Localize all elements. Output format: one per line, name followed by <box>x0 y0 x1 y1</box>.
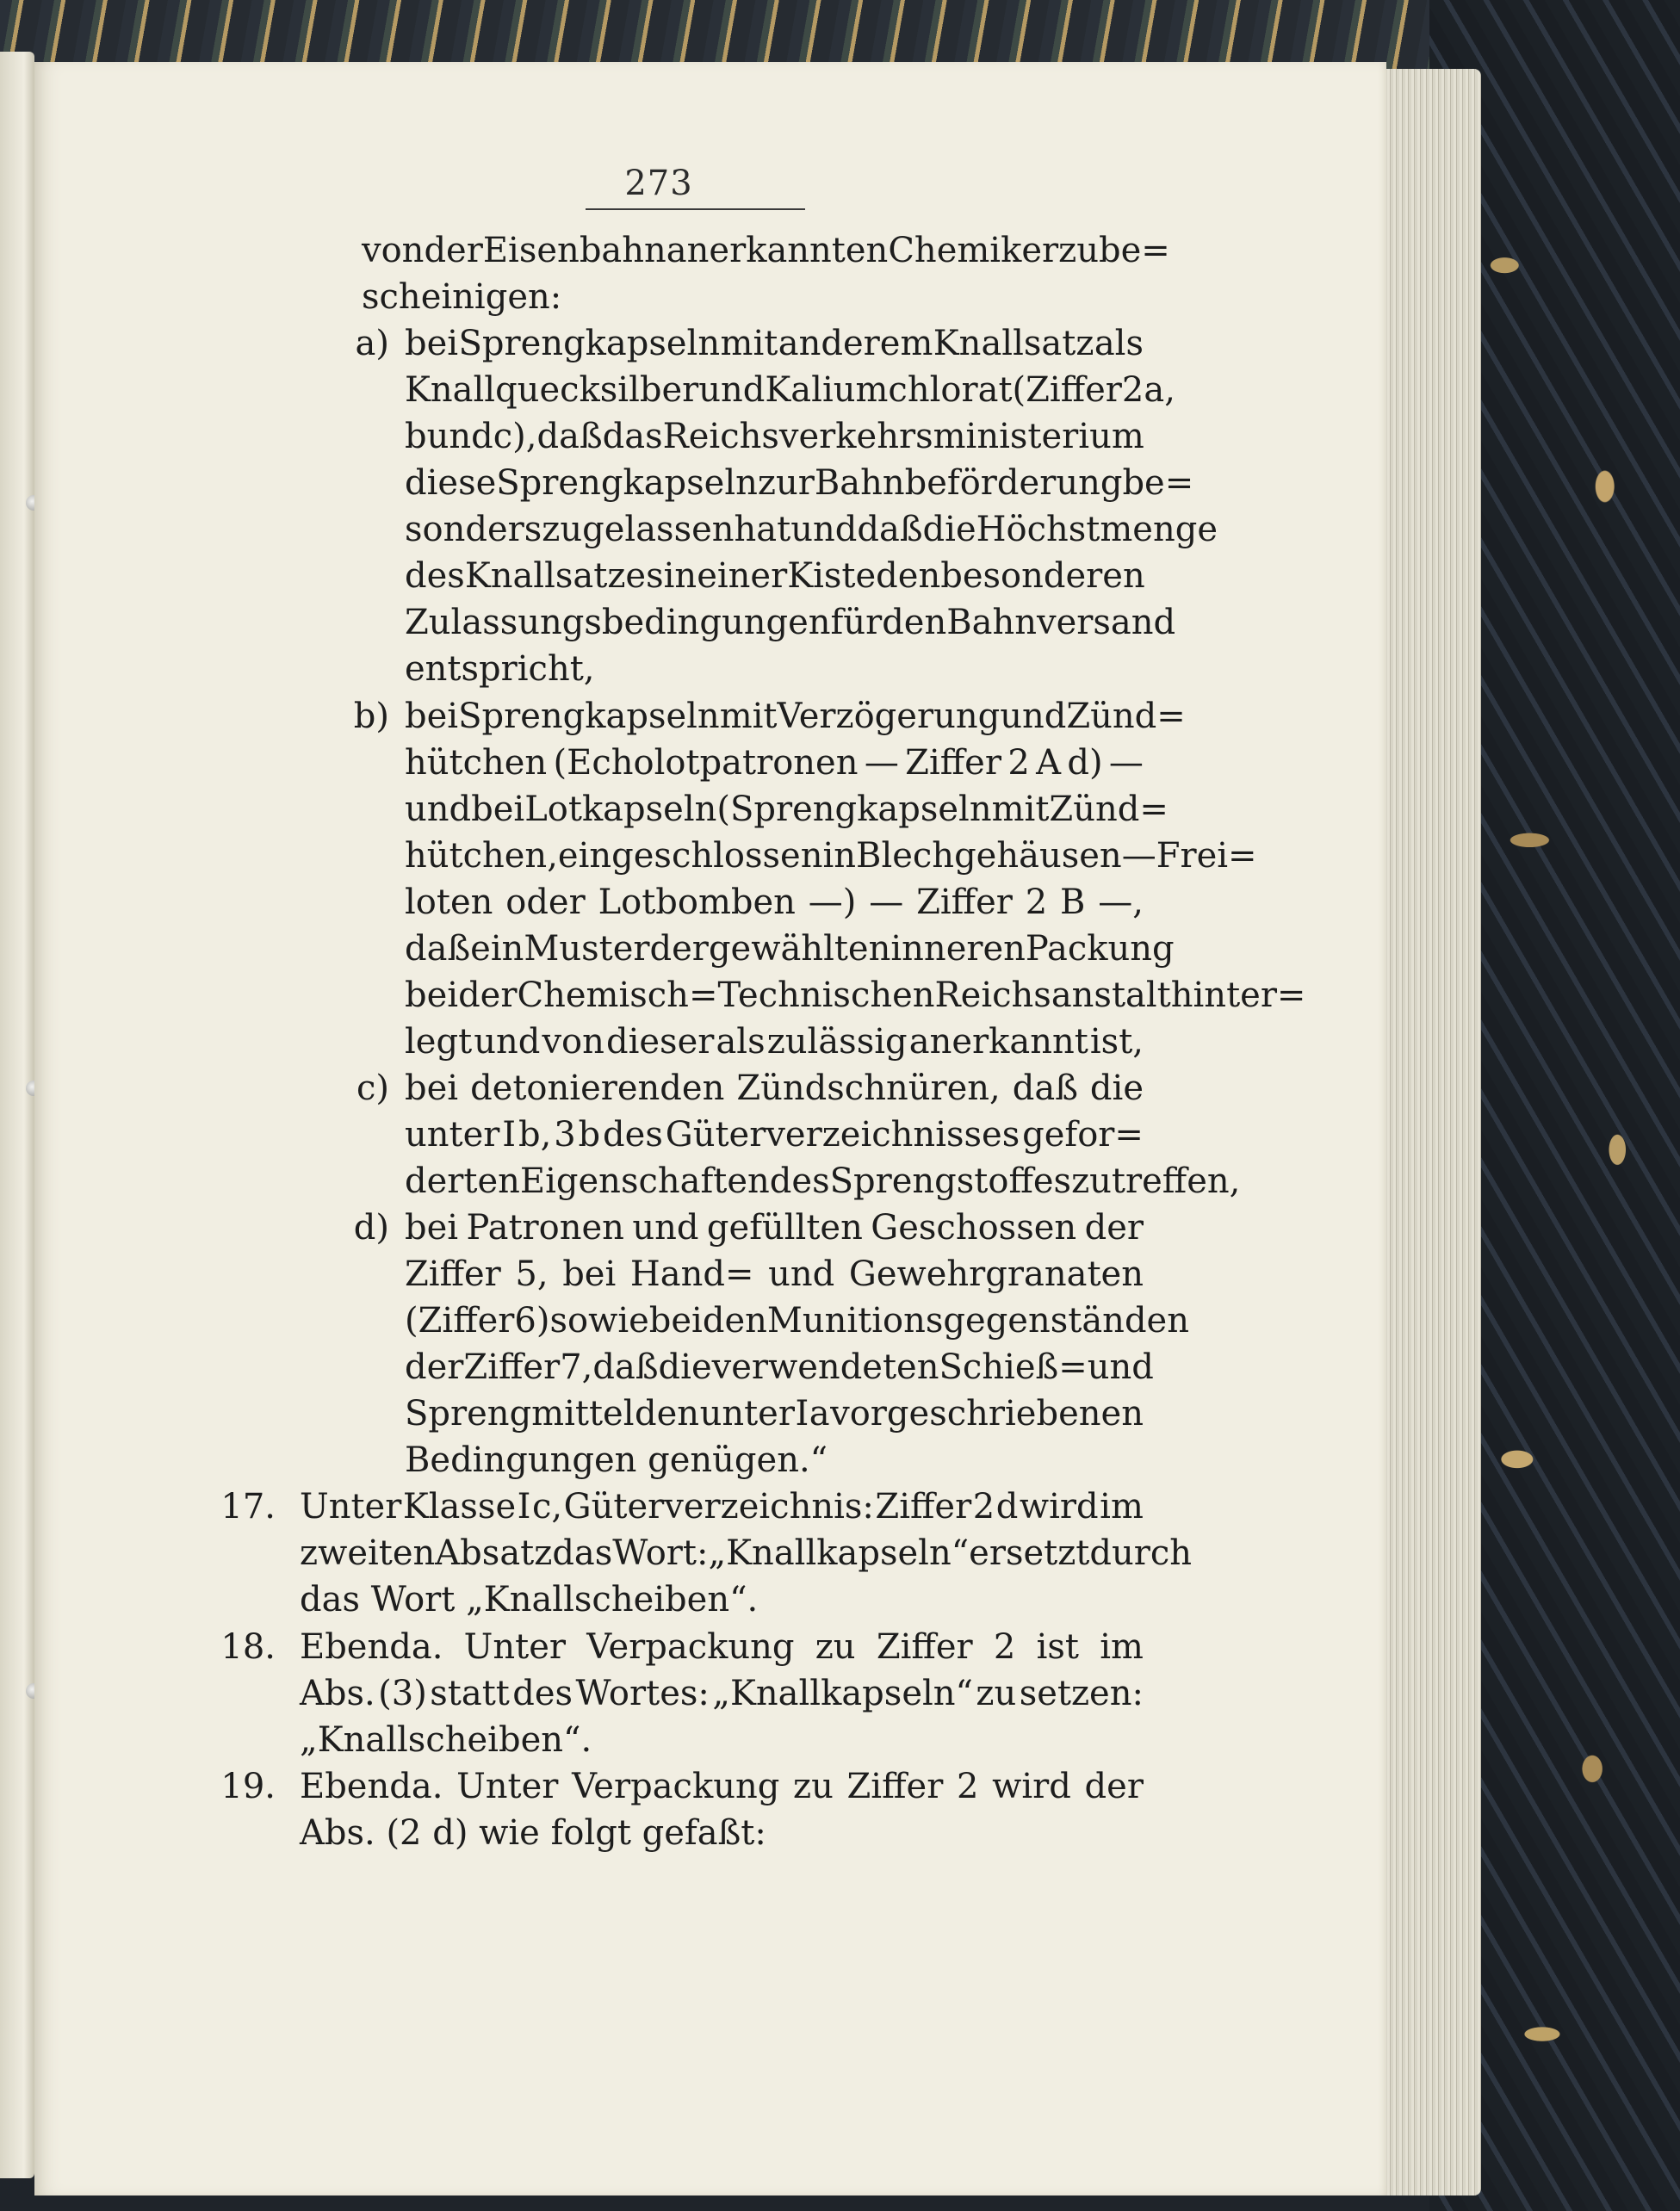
word: bei <box>405 1068 459 1108</box>
text-line <box>300 1670 1144 1717</box>
word: A <box>1036 742 1061 783</box>
text-line <box>405 413 1144 460</box>
word: 2 <box>993 1626 1016 1667</box>
word: der <box>649 928 709 969</box>
word: zweiten <box>300 1533 436 1574</box>
word: unter <box>405 1114 500 1155</box>
word: des <box>512 1673 573 1713</box>
word: das <box>552 1533 613 1574</box>
word: Ziffer <box>875 1487 972 1527</box>
word: Sprengstoffes <box>829 1161 1072 1201</box>
word: Lotbomben <box>598 882 796 922</box>
word: bei <box>648 1301 703 1341</box>
word: — <box>1108 742 1144 783</box>
word: Sprengkapseln <box>496 463 758 504</box>
word: die <box>658 1347 712 1388</box>
word: daß <box>857 510 923 550</box>
word: Unter <box>300 1487 402 1527</box>
text-line <box>300 1530 1193 1576</box>
page-number: 273 <box>624 164 693 203</box>
word: Absatz <box>435 1533 553 1574</box>
word: Verpackung <box>572 1766 780 1806</box>
word: derten <box>405 1161 520 1201</box>
word: a, <box>1144 370 1175 411</box>
text-line <box>405 599 1176 646</box>
word: —) <box>808 882 857 922</box>
word: oder <box>505 882 586 922</box>
book-page <box>34 62 1386 2196</box>
word: Reichsverkehrsministerium <box>662 417 1144 457</box>
word: Bahnbeförderung <box>814 463 1123 504</box>
text-line: Abs. (2 d) wie folgt gefaßt: <box>300 1812 766 1853</box>
word: —, <box>1098 882 1144 922</box>
word: Ziffer <box>846 1766 944 1806</box>
word: den <box>882 603 947 643</box>
text-line <box>405 740 1144 786</box>
word: — <box>864 742 899 783</box>
word: statt <box>430 1673 510 1713</box>
word: be= <box>1098 231 1170 270</box>
word: detonierenden <box>470 1068 725 1108</box>
word: bei <box>471 789 525 829</box>
text-line <box>405 1251 1144 1297</box>
word: Höchstmenge <box>976 510 1218 550</box>
word: gefor= <box>1022 1114 1144 1155</box>
word: Eigenschaften <box>519 1161 770 1201</box>
word: Ziffer <box>916 882 1013 922</box>
word: einer <box>697 556 788 597</box>
text-line <box>405 1158 1241 1205</box>
text-line <box>405 367 1175 413</box>
word: der <box>424 231 483 270</box>
word: mit <box>991 789 1050 829</box>
left-page-edge <box>0 52 34 2178</box>
item-label: c) <box>356 1068 389 1108</box>
word: zur <box>757 463 815 504</box>
word: bei <box>405 696 459 736</box>
word: c), <box>493 417 537 457</box>
word: Zündschnüren, <box>736 1068 1001 1108</box>
word: Blechgehäusen <box>856 835 1122 876</box>
word: hat <box>734 510 791 550</box>
text-line: das Wort „Knallscheiben“. <box>300 1580 759 1620</box>
word: I <box>795 1394 809 1434</box>
word: hütchen, <box>405 835 558 876</box>
text-line <box>405 553 1144 599</box>
word: zu <box>815 1626 856 1667</box>
word: im <box>1100 1487 1144 1527</box>
word: Muster <box>524 928 650 969</box>
word: Zulassungsbedingungen <box>405 603 831 643</box>
word: und <box>1000 696 1067 736</box>
word: Unter <box>456 1766 559 1806</box>
word: daß <box>1012 1068 1078 1108</box>
item-label: b) <box>353 696 389 736</box>
text-line <box>405 926 1175 972</box>
word: a <box>809 1394 830 1434</box>
word: — <box>1121 835 1156 876</box>
word: vorgeschriebenen <box>830 1394 1144 1434</box>
word: Ebenda. <box>300 1766 443 1806</box>
word: (3) <box>378 1673 427 1713</box>
word: zu <box>1058 231 1099 270</box>
word: daß <box>405 928 471 969</box>
text-line <box>405 833 1257 879</box>
word: (Sprengkapseln <box>716 789 992 829</box>
word: Kiste <box>787 556 877 597</box>
word: mit <box>719 696 778 736</box>
word: besonderen <box>940 556 1145 597</box>
word: Patronen <box>466 1208 624 1248</box>
word: und <box>1087 1347 1154 1388</box>
word: ein <box>470 928 524 969</box>
word: I <box>502 1114 517 1155</box>
word: zugelassen <box>542 510 735 550</box>
word: und <box>632 1208 699 1248</box>
text-line: Bedingungen genügen.“ <box>405 1440 828 1481</box>
word: für <box>830 603 883 643</box>
word: bei <box>405 1208 459 1248</box>
word: die <box>1089 1068 1144 1108</box>
word: (Ziffer <box>405 1301 515 1341</box>
text-line <box>405 1297 1189 1344</box>
word: anerkannt <box>908 1021 1088 1062</box>
word: Ziffer <box>905 742 1001 783</box>
word: den <box>702 1301 767 1341</box>
word: sowie <box>549 1301 649 1341</box>
word: in <box>822 835 857 876</box>
word: ist <box>1036 1626 1079 1667</box>
word: und <box>474 1021 541 1062</box>
text-line <box>405 1205 1144 1251</box>
text-line <box>300 1483 1144 1530</box>
word: dieser <box>605 1021 715 1062</box>
text-line <box>405 1065 1144 1112</box>
word: Lotkapseln <box>524 789 717 829</box>
text-line <box>362 227 1170 274</box>
word: bei <box>405 324 459 364</box>
word: 7, <box>560 1347 593 1388</box>
word: hinter= <box>1170 975 1306 1015</box>
word: des <box>769 1161 830 1201</box>
word: anerkannten <box>666 231 889 270</box>
word: Sprengmittel <box>405 1394 635 1434</box>
text-line: entspricht, <box>405 649 595 690</box>
word: Sprengkapseln <box>458 324 721 364</box>
word: loten <box>405 882 493 922</box>
word: die <box>922 510 976 550</box>
word: Verzögerung <box>777 696 1001 736</box>
word: den <box>876 556 941 597</box>
word: bei <box>562 1254 617 1295</box>
page-body <box>34 62 1386 2196</box>
word: ersetzt <box>969 1533 1090 1574</box>
word: von <box>362 231 425 270</box>
word: Eisenbahn <box>482 231 666 270</box>
word: Chemisch=Technischen <box>517 975 935 1015</box>
word: zu <box>793 1766 834 1806</box>
word: Knallsatz <box>933 324 1094 364</box>
word: 2 <box>1025 882 1048 922</box>
item-label: d) <box>353 1208 389 1248</box>
word: das <box>602 417 663 457</box>
word: 2 <box>1121 370 1144 411</box>
text-line <box>405 879 1144 926</box>
word: Munitionsgegenständen <box>766 1301 1189 1341</box>
word: Schieß= <box>939 1347 1088 1388</box>
word: Reichsanstalt <box>934 975 1171 1015</box>
word: Ziffer <box>876 1626 973 1667</box>
word: d <box>995 1487 1019 1527</box>
text-line <box>405 786 1169 833</box>
word: des <box>603 1114 663 1155</box>
word: anderem <box>778 324 933 364</box>
word: „Knallkapseln“ <box>708 1533 970 1574</box>
word: Ziffer <box>463 1347 561 1388</box>
word: eingeschlossen <box>557 835 823 876</box>
word: Wort: <box>612 1533 709 1574</box>
word: Güterverzeichnis: <box>563 1487 874 1527</box>
text-line <box>405 972 1306 1019</box>
word: im <box>1100 1626 1144 1667</box>
word: daß <box>592 1347 659 1388</box>
word: Wortes: <box>575 1673 710 1713</box>
word: 2 <box>956 1766 979 1806</box>
word: 6) <box>514 1301 550 1341</box>
word: Zünd= <box>1049 789 1169 829</box>
word: als <box>1094 324 1144 364</box>
text-line <box>405 1019 1144 1065</box>
word: Kaliumchlorat <box>765 370 1013 411</box>
word: ist, <box>1089 1021 1144 1062</box>
word: I <box>517 1487 531 1527</box>
text-line <box>405 1112 1144 1158</box>
item-label: a) <box>355 324 389 364</box>
text-line <box>405 1390 1144 1437</box>
word: zu <box>976 1673 1017 1713</box>
word: bei <box>405 975 459 1015</box>
word: sonders <box>405 510 542 550</box>
text-line <box>300 1763 1144 1810</box>
word: d) <box>1067 742 1103 783</box>
item-label: 19. <box>220 1766 276 1806</box>
word: der <box>405 1347 464 1388</box>
word: 3 <box>554 1114 576 1155</box>
word: B <box>1060 882 1086 922</box>
word: c, <box>532 1487 563 1527</box>
word: und <box>768 1254 835 1295</box>
word: 5, <box>515 1254 549 1295</box>
word: be= <box>1122 463 1194 504</box>
word: Klasse <box>402 1487 517 1527</box>
word: und <box>426 417 493 457</box>
word: gewählten <box>708 928 891 969</box>
word: Ziffer <box>405 1254 501 1295</box>
word: verwendeten <box>711 1347 939 1388</box>
word: Ebenda. <box>300 1626 443 1667</box>
word: legt <box>405 1021 473 1062</box>
word: durch <box>1089 1533 1193 1574</box>
word: b, <box>518 1114 552 1155</box>
word: Frei= <box>1156 835 1257 876</box>
word: und <box>698 370 766 411</box>
word: und <box>405 789 472 829</box>
word: Abs. <box>300 1673 375 1713</box>
word: (Echolotpatronen <box>553 742 859 783</box>
word: unter <box>699 1394 795 1434</box>
word: setzen: <box>1019 1673 1144 1713</box>
word: zulässig <box>766 1021 908 1062</box>
word: 2 <box>1007 742 1030 783</box>
word: daß <box>536 417 603 457</box>
word: gefüllten <box>706 1208 863 1248</box>
word: 2 <box>972 1487 995 1527</box>
word: Hand= <box>629 1254 754 1295</box>
word: von <box>542 1021 604 1062</box>
item-label: 18. <box>220 1626 276 1667</box>
word: zutreffen, <box>1071 1161 1241 1201</box>
text-line <box>405 460 1194 506</box>
word: Gewehrgranaten <box>848 1254 1144 1295</box>
word: b <box>405 417 427 457</box>
text-line <box>405 693 1186 740</box>
word: diese <box>405 463 497 504</box>
word: hütchen <box>405 742 548 783</box>
text-line <box>405 506 1218 553</box>
word: Bahnversand <box>946 603 1176 643</box>
word: und <box>790 510 858 550</box>
word: als <box>716 1021 766 1062</box>
word: Unter <box>463 1626 566 1667</box>
word: wird <box>1019 1487 1099 1527</box>
text-line <box>300 1624 1144 1670</box>
word: Sprengkapseln <box>458 696 720 736</box>
word: b <box>578 1114 601 1155</box>
word: Verpackung <box>586 1626 795 1667</box>
word: Güterverzeichnisses <box>665 1114 1020 1155</box>
word: der <box>1084 1208 1144 1248</box>
text-line: scheinigen: <box>362 277 562 318</box>
item-label: 17. <box>220 1487 276 1527</box>
word: Chemiker <box>888 231 1059 270</box>
text-line <box>405 320 1144 367</box>
word: wird <box>992 1766 1071 1806</box>
word: (Ziffer <box>1012 370 1122 411</box>
word: mit <box>720 324 778 364</box>
word: Knallquecksilber <box>405 370 699 411</box>
word: der <box>1084 1766 1144 1806</box>
word: Packung <box>1025 928 1175 969</box>
text-line: „Knallscheiben“. <box>300 1719 592 1760</box>
word: des <box>405 556 465 597</box>
text-line <box>405 1344 1154 1390</box>
word: Knallsatzes <box>464 556 664 597</box>
word: der <box>458 975 518 1015</box>
word: inneren <box>890 928 1026 969</box>
word: Geschossen <box>871 1208 1077 1248</box>
word: Zünd= <box>1066 696 1186 736</box>
word: „Knallkapseln“ <box>712 1673 973 1713</box>
word: den <box>635 1394 700 1434</box>
word: — <box>869 882 904 922</box>
word: in <box>663 556 697 597</box>
